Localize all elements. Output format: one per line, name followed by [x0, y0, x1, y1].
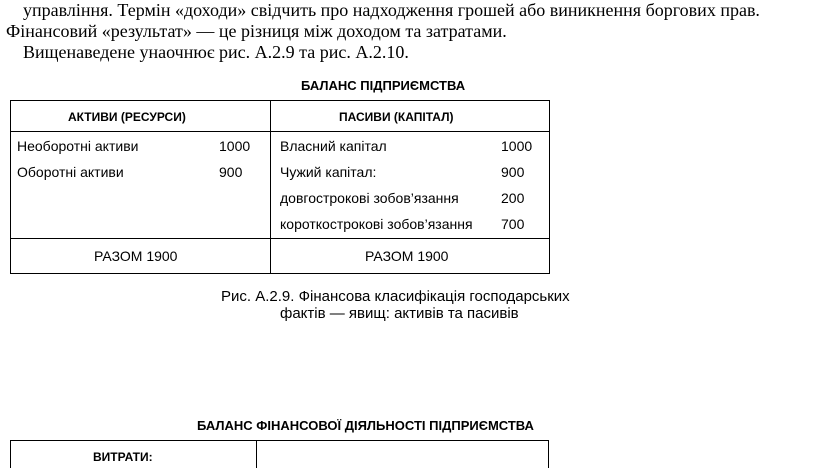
- liabilities-total: РАЗОМ 1900: [365, 248, 449, 264]
- assets-total: РАЗОМ 1900: [94, 248, 178, 264]
- liability-row-label: Чужий капітал:: [280, 164, 377, 180]
- balance-total-separator: [10, 238, 550, 239]
- balance-title: БАЛАНС ПІДПРИЄМСТВА: [301, 78, 466, 93]
- financial-balance-title: БАЛАНС ФІНАНСОВОЇ ДІЯЛЬНОСТІ ПІДПРИЄМСТВА: [197, 418, 534, 433]
- figure-caption-line-2: фактів — явищ: активів та пасивів: [280, 305, 519, 322]
- liability-row-value: 900: [501, 164, 525, 180]
- financial-table-divider: [256, 440, 257, 468]
- figure-caption-line-1: Рис. А.2.9. Фінансова класифікація господарських: [221, 288, 570, 305]
- asset-row-label: Оборотні активи: [17, 164, 124, 180]
- liabilities-header: ПАСИВИ (КАПІТАЛ): [339, 110, 454, 124]
- liability-row-value: 1000: [501, 138, 533, 154]
- assets-header: АКТИВИ (РЕСУРСИ): [68, 110, 186, 124]
- liability-row-label: довгострокові зобов’язання: [280, 190, 459, 206]
- asset-row-value: 1000: [219, 138, 251, 154]
- balance-table: [10, 100, 550, 274]
- balance-table-divider: [270, 100, 271, 274]
- balance-header-separator: [10, 131, 550, 132]
- liability-row-value: 700: [501, 216, 525, 232]
- paragraph-line-3: Вищенаведене унаочнює рис. А.2.9 та рис. А.2.10.: [23, 42, 409, 62]
- asset-row-value: 900: [219, 164, 243, 180]
- liability-row-label: короткострокові зобов’язання: [280, 216, 473, 232]
- financial-table-right-border: [548, 440, 549, 468]
- financial-table-top-border: [10, 440, 549, 441]
- paragraph-line-1: управління. Термін «доходи» свідчить про надходження грошей або виникнення боргових прав.: [23, 0, 760, 20]
- financial-table-left-border: [10, 440, 11, 468]
- expenses-header: ВИТРАТИ:: [93, 450, 153, 464]
- liability-row-value: 200: [501, 190, 525, 206]
- paragraph-line-2: Фінансовий «результат» — це різниця між доходом та затратами.: [6, 21, 507, 41]
- asset-row-label: Необоротні активи: [17, 138, 139, 154]
- liability-row-label: Власний капітал: [280, 138, 387, 154]
